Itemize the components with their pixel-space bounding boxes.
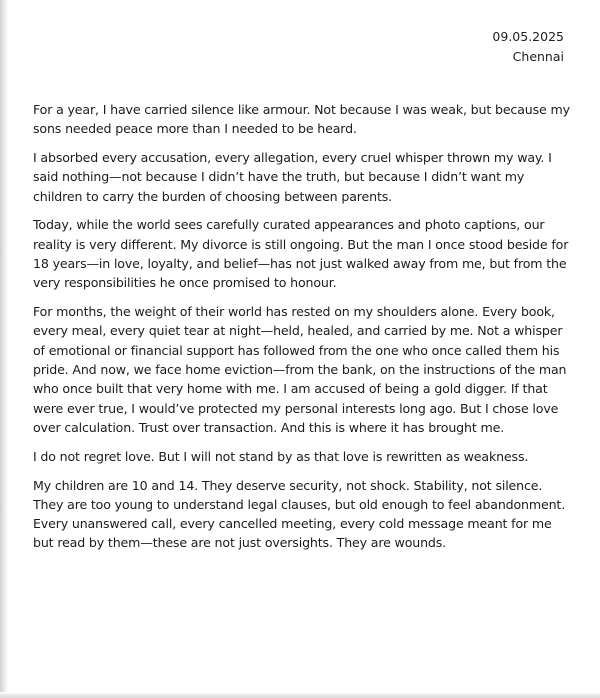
paragraph-1: For a year, I have carried silence like armour. Not because I was weak, but because my sons needed peace more than I needed to be heard. <box>33 102 570 137</box>
paragraph-3: Today, while the world sees carefully curated appearances and photo captions, our reality is very different. My divorce is still ongoing. But the man I once stood beside for 18 years—in love, loyalty, and belief—has not just walked away from me, but from the very responsibilities he once promised to honour. <box>33 217 569 291</box>
paragraph-5: I do not regret love. But I will not stand by as that love is rewritten as weakness. <box>33 448 529 464</box>
letter-header <box>492 27 564 67</box>
letter-date: 09.05.2025 <box>492 29 564 44</box>
page-left-shadow <box>0 0 9 698</box>
paragraph-4: For months, the weight of their world has rested on my shoulders alone. Every book, every meal, every quiet tear at night—held, healed, and carried by me. Not a whisper of emotional or financial support has followed from the one who once called them his pride. And now, we face home eviction—from the bank, on the instructions of the man who once built that very home with me. I am accused of being a gold digger. If that were ever true, I would’ve protected my personal interests long ago. But I chose love over calculation. Trust over transaction. And this is where it has brought me. <box>33 304 567 435</box>
letter-body <box>33 100 573 562</box>
paragraph-6: My children are 10 and 14. They deserve security, not shock. Stability, not silence. They are too young to understand legal clauses, but old enough to feel abandonment. Every unanswered call, every cancelled meeting, every cold message meant for me but read by them—these are not just oversights. They are wounds. <box>33 477 566 551</box>
page-bottom-shadow <box>0 692 600 698</box>
paragraph-2: I absorbed every accusation, every allegation, every cruel whisper thrown my way. I said nothing—not because I didn’t have the truth, but because I didn’t want my children to carry the burden of choosing between parents. <box>33 150 552 204</box>
letter-city: Chennai <box>512 49 564 64</box>
